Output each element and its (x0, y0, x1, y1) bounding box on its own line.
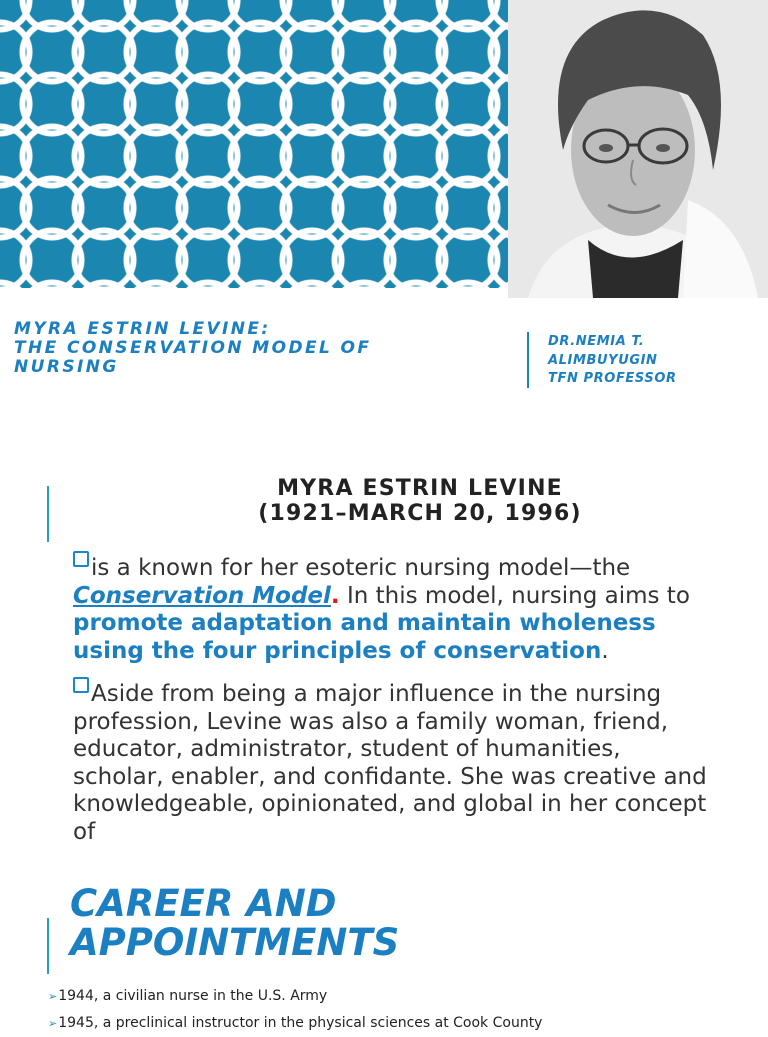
section-heading-line: MYRA ESTRIN LEVINE (277, 476, 563, 501)
bullet-text: In this model, nursing aims to (339, 582, 690, 609)
accent-line (47, 486, 49, 542)
slide-title-line: MYRA ESTRIN LEVINE: (14, 319, 271, 339)
bullet-text: is a known for her esoteric nursing model—the (91, 555, 631, 581)
arrow-right-icon: ➢ (48, 990, 58, 1003)
accent-line (47, 918, 49, 974)
checkbox-square-icon (73, 551, 89, 567)
author-line: ALIMBUYUGIN (548, 352, 658, 368)
bullet-item (73, 677, 713, 846)
author-line: TFN PROFESSOR (548, 371, 677, 386)
bullet-list (73, 551, 713, 863)
career-item-text: 1945, a preclinical instructor in the physical sciences at Cook County (58, 1015, 543, 1031)
career-heading (70, 884, 670, 962)
portrait-photo (508, 0, 768, 298)
author-divider (527, 332, 529, 388)
slide-title-line: THE CONSERVATION MODEL OF (14, 338, 372, 358)
bullet-text: . (601, 637, 609, 664)
author-line: DR.NEMIA T. (548, 334, 645, 349)
arrow-right-icon: ➢ (48, 1017, 58, 1030)
bullet-text: Aside from being a major influence in the nursing profession, Levine was also a family woman, friend, educator, administrator, student of humanities, scholar, enabler, and confidante. She was creative and knowledgeable, opinionated, and global in her concept of (73, 681, 707, 845)
section-heading-line: (1921–MARCH 20, 1996) (258, 501, 582, 526)
red-period: . (330, 582, 340, 609)
career-item-text: 1944, a civilian nurse in the U.S. Army (58, 988, 328, 1004)
decorative-pattern-panel (0, 0, 508, 288)
slide-title-line: NURSING (14, 357, 119, 377)
emphasis-text: promote adaptation and maintain wholeness using the four principles of conservation (73, 610, 656, 664)
career-item (48, 983, 763, 1010)
author-block (548, 333, 677, 389)
career-list (48, 983, 763, 1037)
career-heading-line: CAREER AND (70, 882, 337, 925)
bullet-item (73, 551, 713, 665)
section-heading (160, 476, 680, 526)
career-heading-line: APPOINTMENTS (70, 921, 400, 964)
conservation-model-link[interactable]: Conservation Model (73, 582, 331, 609)
checkbox-square-icon (73, 677, 89, 693)
slide-title (14, 320, 474, 377)
